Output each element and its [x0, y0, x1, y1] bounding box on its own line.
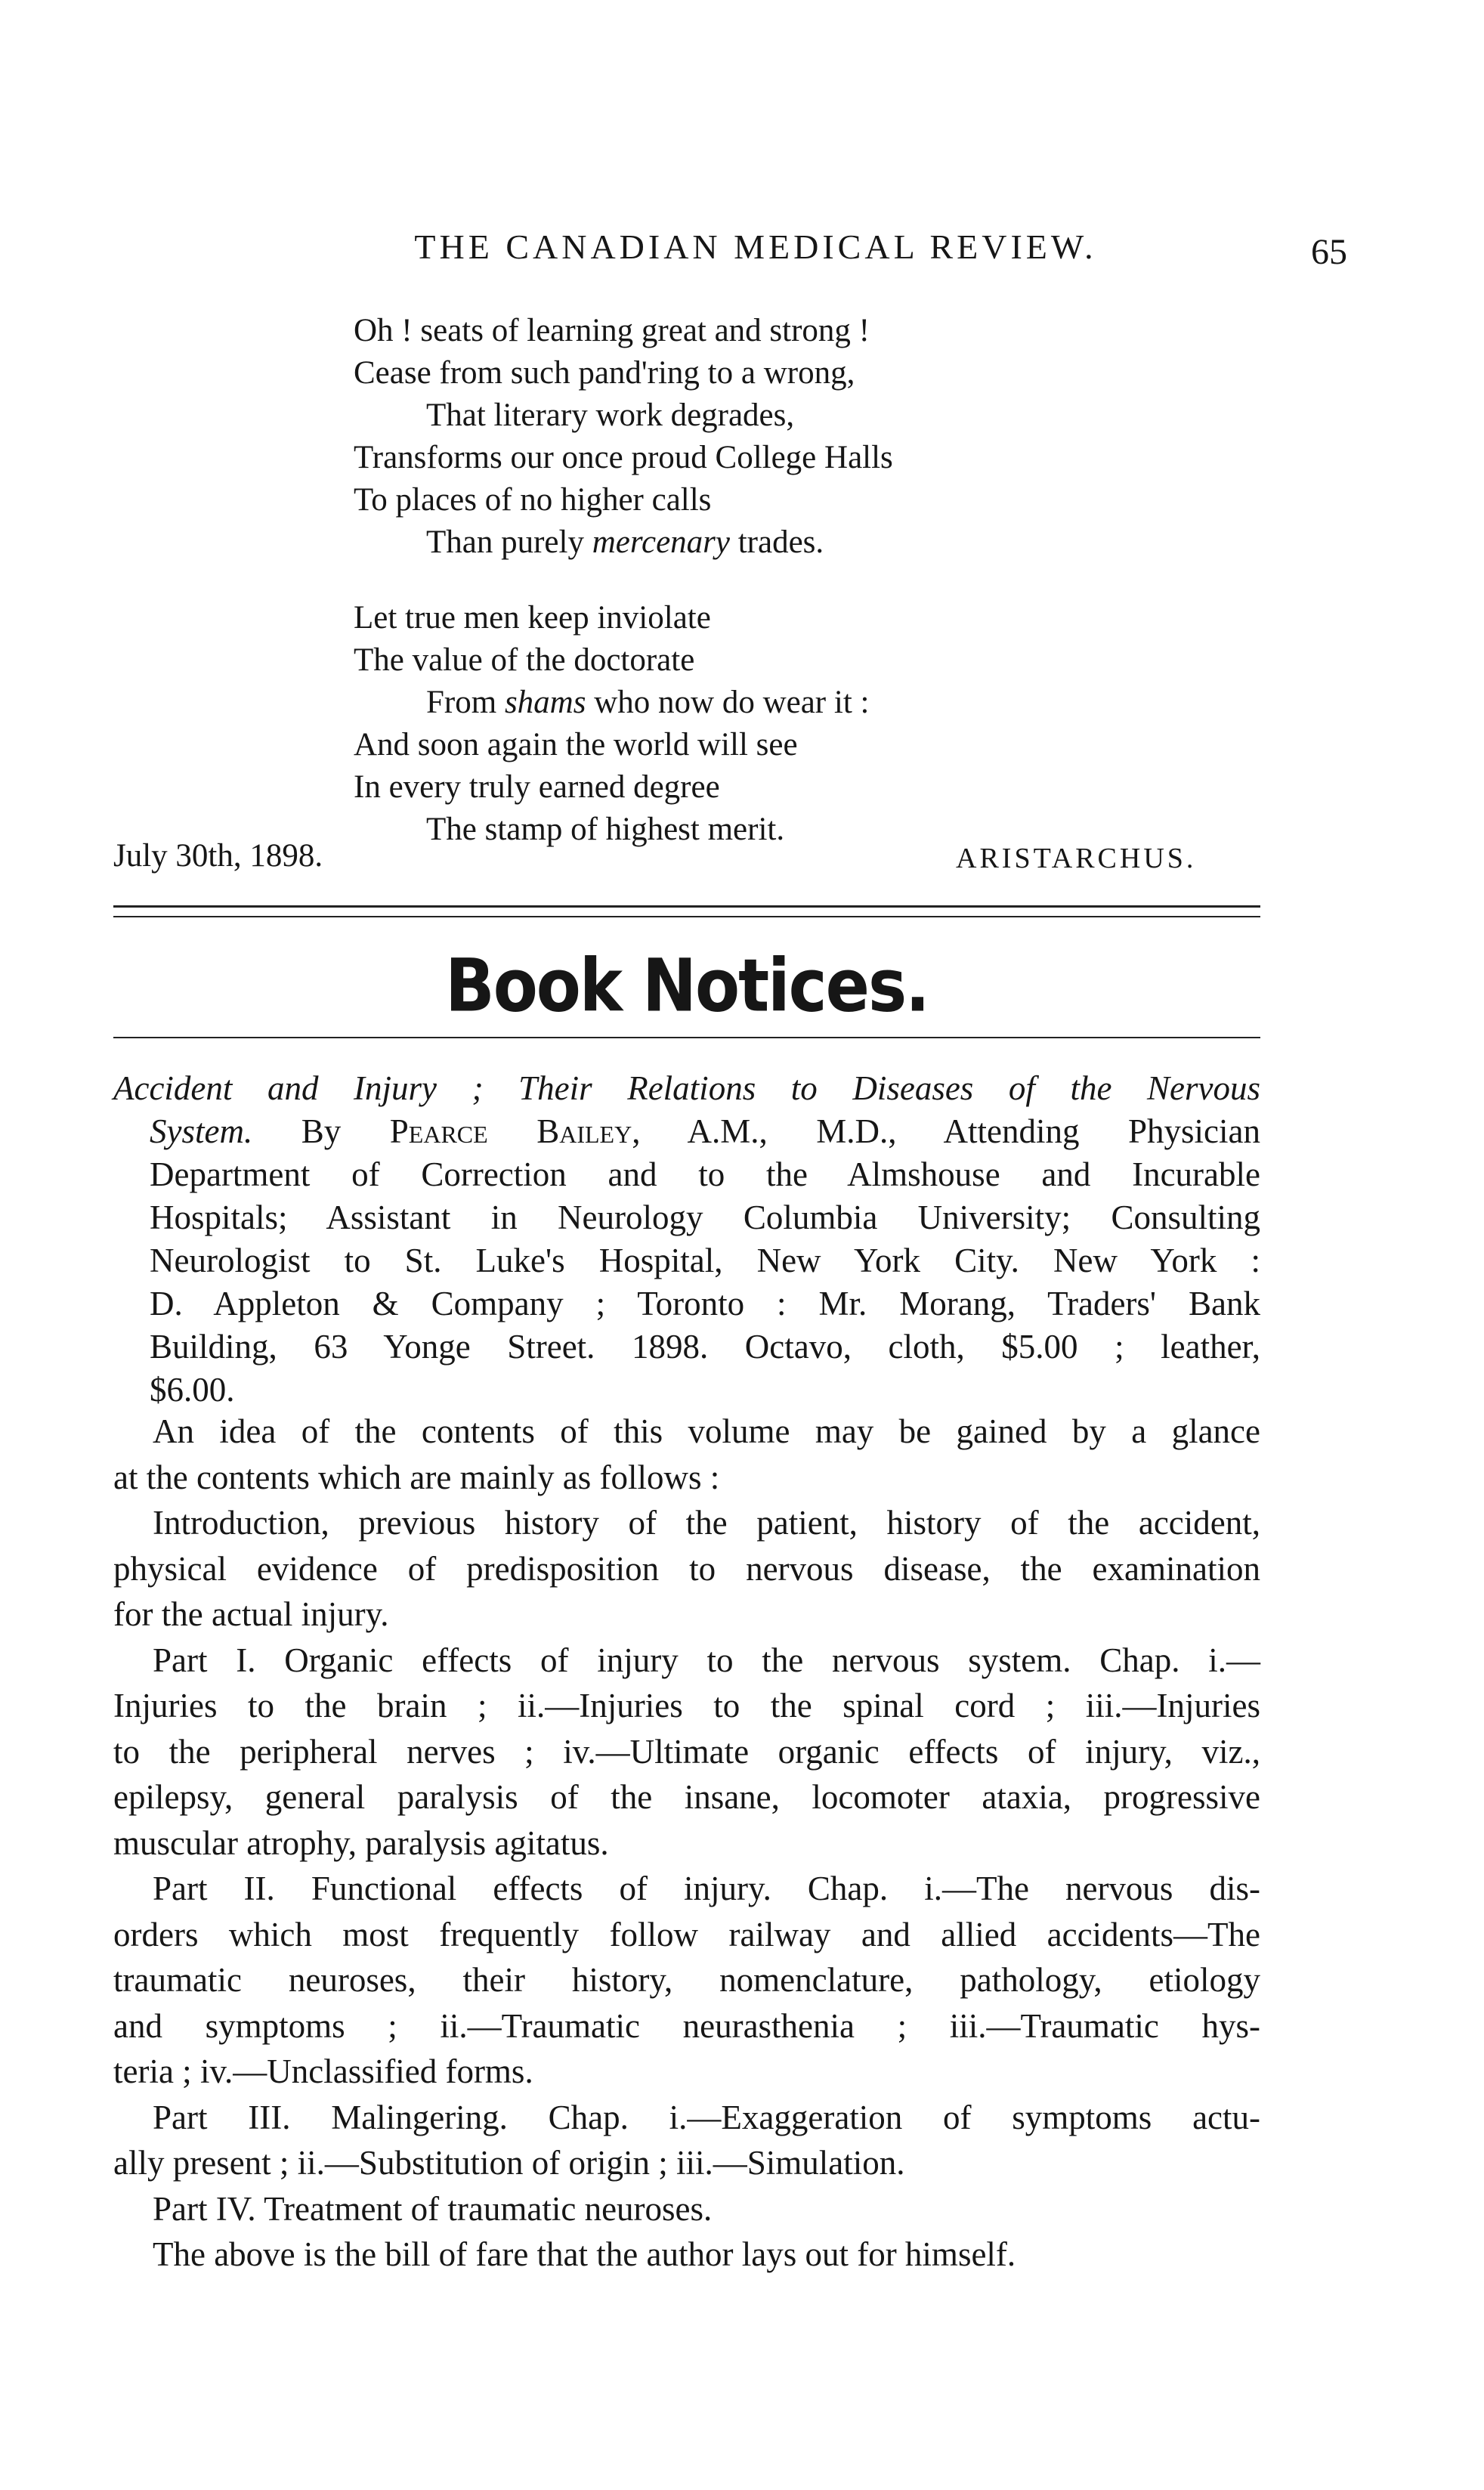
- poem-line: Let true men keep inviolate: [354, 600, 711, 636]
- review-line: epilepsy, general paralysis of the insane, locomoter ataxia, progressive: [113, 1778, 1260, 1816]
- book-title: System.: [150, 1112, 253, 1150]
- poem-stanza-2: [354, 597, 1260, 851]
- poem-emphasis: mercenary: [592, 524, 730, 560]
- citation-line: [113, 1110, 1260, 1153]
- review-line: The above is the bill of fare that the author lays out for himself.: [153, 2235, 1016, 2273]
- poem-line: To places of no higher calls: [354, 482, 712, 518]
- citation-line: Neurologist to St. Luke's Hospital, New York City. New York :: [150, 1242, 1260, 1279]
- citation-text: By: [301, 1112, 390, 1150]
- poem-signature: ARISTARCHUS.: [956, 843, 1197, 874]
- poem-text: Than purely: [426, 524, 592, 560]
- page-number: 65: [1311, 232, 1347, 272]
- poem-line: The value of the doctorate: [354, 642, 695, 678]
- review-line: muscular atrophy, paralysis agitatus.: [113, 1823, 609, 1862]
- section-heading: Book Notices.: [445, 944, 929, 1028]
- review-line: to the peripheral nerves ; iv.—Ultimate organic effects of injury, viz.,: [113, 1732, 1260, 1771]
- poem-date: July 30th, 1898.: [113, 838, 323, 874]
- review-line: Part I. Organic effects of injury to the nervous system. Chap. i.—: [153, 1641, 1260, 1679]
- review-line: ally present ; ii.—Substitution of origin ; iii.—Simulation.: [113, 2144, 905, 2182]
- poem-text: trades.: [729, 524, 824, 560]
- poem-line: In every truly earned degree: [354, 769, 720, 805]
- poem-line: That literary work degrades,: [426, 397, 795, 433]
- poem-line: Cease from such pand'ring to a wrong,: [354, 355, 855, 391]
- citation-line: Department of Correction and to the Almshouse and Incurable: [150, 1155, 1260, 1193]
- poem-line: Oh ! seats of learning great and strong !: [354, 313, 870, 348]
- poem-line: Transforms our once proud College Halls: [354, 440, 893, 475]
- citation-line: Hospitals; Assistant in Neurology Columbia University; Consulting: [150, 1199, 1260, 1236]
- review-line: orders which most frequently follow railway and allied accidents—The: [113, 1915, 1260, 1953]
- poem-emphasis: shams: [504, 685, 586, 720]
- poem-stanza-1: [354, 310, 1260, 564]
- review-line: and symptoms ; ii.—Traumatic neurasthenia ; iii.—Traumatic hys-: [113, 2006, 1260, 2045]
- review-body: [113, 1409, 1260, 2278]
- review-line: physical evidence of predisposition to nervous disease, the examination: [113, 1549, 1260, 1588]
- book-title: Accident and Injury ; Their Relations to Diseases of the Nervous: [113, 1069, 1260, 1107]
- citation-line: Building, 63 Yonge Street. 1898. Octavo, cloth, $5.00 ; leather,: [150, 1328, 1260, 1366]
- review-line: Introduction, previous history of the patient, history of the accident,: [153, 1504, 1260, 1542]
- review-line: An idea of the contents of this volume may be gained by a glance: [153, 1412, 1260, 1450]
- poem-line: [354, 521, 1260, 564]
- book-author: Pearce Bailey: [389, 1112, 632, 1150]
- review-line: Part IV. Treatment of traumatic neuroses.: [153, 2189, 713, 2228]
- section-divider: [113, 905, 1260, 908]
- running-head: THE CANADIAN MEDICAL REVIEW.: [414, 227, 1097, 266]
- poem-line: And soon again the world will see: [354, 727, 798, 762]
- section-divider: [113, 916, 1260, 917]
- review-line: Part III. Malingering. Chap. i.—Exaggeration of symptoms actu-: [153, 2098, 1260, 2136]
- citation-line: $6.00.: [150, 1371, 235, 1409]
- poem-text: From: [426, 685, 505, 720]
- review-line: teria ; iv.—Unclassified forms.: [113, 2052, 533, 2090]
- review-line: traumatic neuroses, their history, nomenclature, pathology, etiology: [113, 1961, 1260, 1999]
- poem-line: [354, 682, 1260, 724]
- poem-text: who now do wear it :: [586, 685, 870, 720]
- book-citation: [113, 1067, 1260, 1412]
- review-line: Part II. Functional effects of injury. Chap. i.—The nervous dis-: [153, 1870, 1260, 1907]
- heading-underline: [113, 1037, 1260, 1038]
- review-line: for the actual injury.: [113, 1595, 389, 1633]
- citation-title-line: [113, 1067, 1260, 1110]
- citation-text: , A.M., M.D., Attending Physician: [632, 1112, 1261, 1150]
- review-line: at the contents which are mainly as follows :: [113, 1458, 720, 1496]
- citation-line: D. Appleton & Company ; Toronto : Mr. Morang, Traders' Bank: [150, 1285, 1260, 1322]
- review-line: Injuries to the brain ; ii.—Injuries to the spinal cord ; iii.—Injuries: [113, 1687, 1260, 1724]
- poem-line: The stamp of highest merit.: [426, 812, 785, 847]
